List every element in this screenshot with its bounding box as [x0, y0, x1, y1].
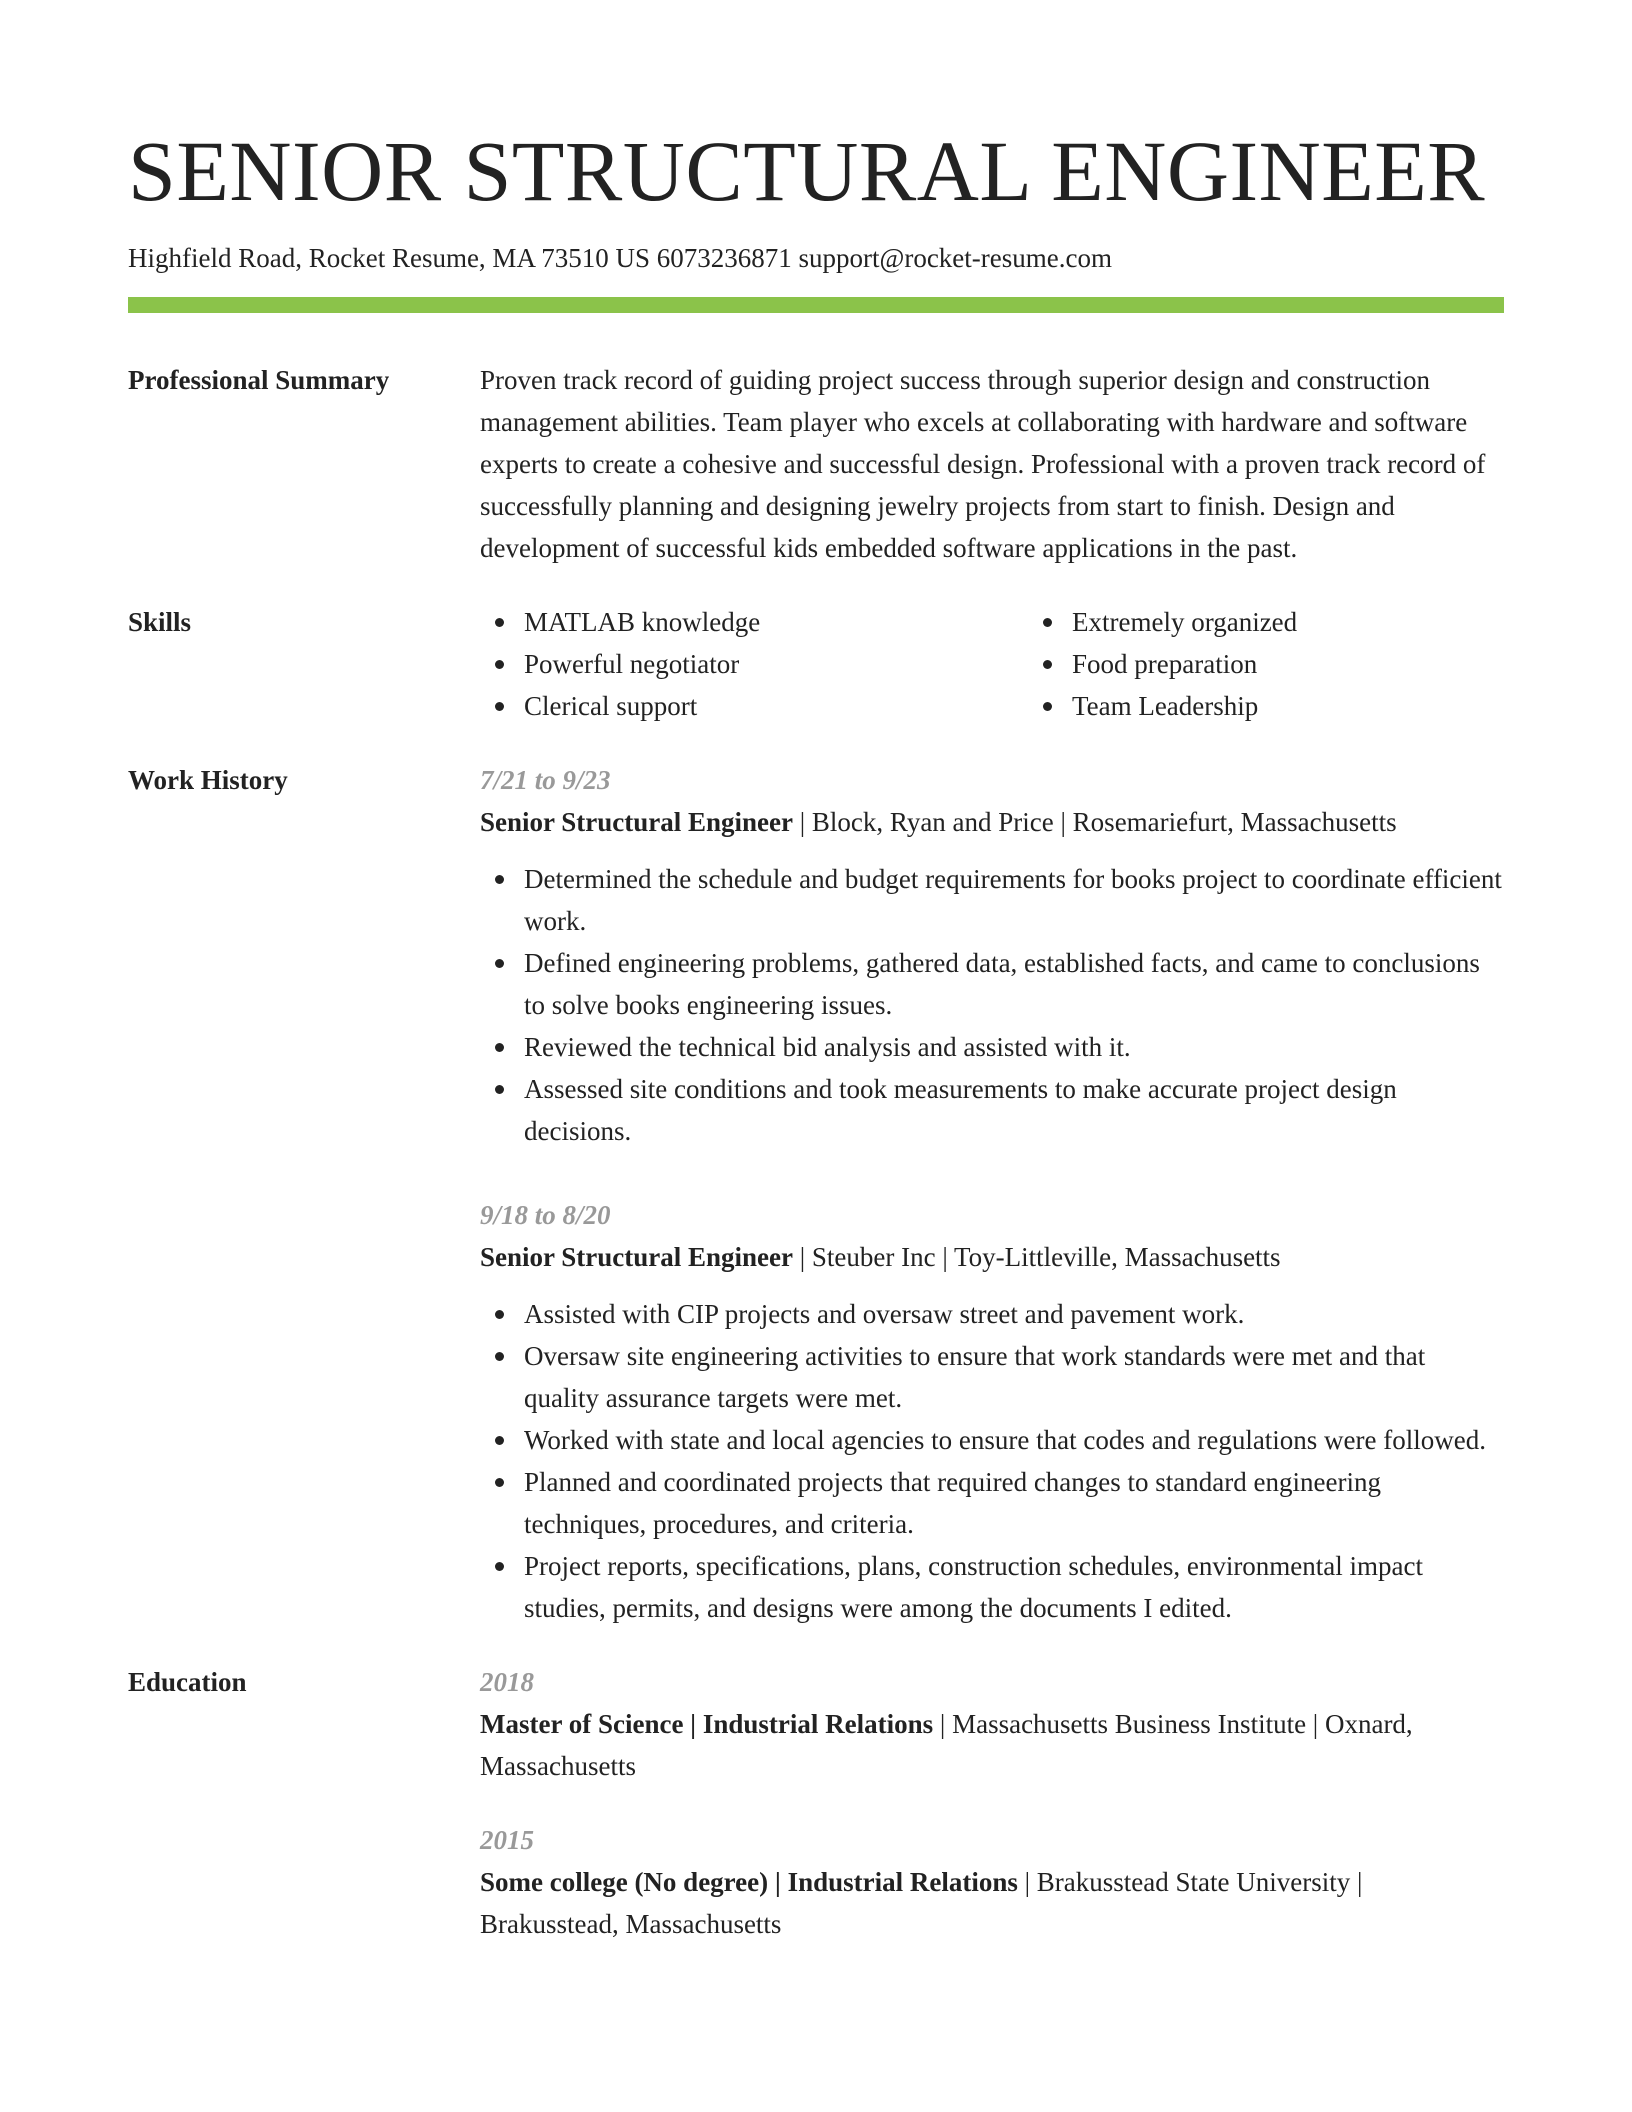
section-heading-summary: Professional Summary — [128, 365, 390, 396]
education-entry — [480, 1819, 1504, 1945]
summary-text: Proven track record of guiding project success through superior design and construction management abilities. Team player who excels at collaborating with hardware and software experts to create a cohesive and successful design. Professional with a proven track record of successfully planning and designing jewelry projects from start to finish. Design and development of successful kids embedded software applications in the past. — [480, 365, 1486, 564]
job-entry — [480, 1194, 1504, 1629]
education-year: 2018 — [480, 1667, 534, 1698]
job-dates: 9/18 to 8/20 — [480, 1200, 611, 1231]
job-bullet: Determined the schedule and budget requirements for books project to coordinate efficient work. — [524, 858, 1504, 942]
job-company-location: | Steuber Inc | Toy-Littleville, Massachusetts — [793, 1242, 1281, 1273]
skill-item: Powerful negotiator — [524, 643, 1028, 685]
section-heading-education: Education — [128, 1667, 247, 1698]
job-bullets — [480, 1293, 1504, 1629]
job-bullet: Assisted with CIP projects and oversaw street and pavement work. — [524, 1293, 1504, 1335]
work-history-section — [128, 759, 1504, 1629]
education-section — [128, 1661, 1504, 1945]
job-bullet: Assessed site conditions and took measurements to make accurate project design decisions. — [524, 1068, 1504, 1152]
job-bullet: Defined engineering problems, gathered data, established facts, and came to conclusions to solve books engineering issues. — [524, 942, 1504, 1026]
skill-item: Clerical support — [524, 685, 1028, 727]
job-title: Senior Structural Engineer — [480, 807, 793, 838]
section-heading-work-history: Work History — [128, 765, 288, 796]
summary-section — [128, 359, 1504, 569]
education-school-location: | Brakusstead State University | Brakusstead, Massachusetts — [480, 1867, 1363, 1940]
skills-list — [480, 601, 1576, 727]
section-heading-skills: Skills — [128, 607, 192, 638]
education-degree: Master of Science | Industrial Relations — [480, 1709, 934, 1740]
education-list — [480, 1661, 1504, 1945]
job-dates: 7/21 to 9/23 — [480, 765, 611, 796]
skill-item: Extremely organized — [1072, 601, 1576, 643]
job-bullet: Oversaw site engineering activities to ensure that work standards were met and that quality assurance targets were met. — [524, 1335, 1504, 1419]
skill-item: Team Leadership — [1072, 685, 1576, 727]
education-heading — [480, 1861, 1504, 1945]
education-year: 2015 — [480, 1825, 534, 1856]
education-heading — [480, 1703, 1504, 1787]
work-history-list — [480, 759, 1504, 1629]
resume-title: SENIOR STRUCTURAL ENGINEER — [128, 123, 1486, 219]
education-school-location: | Massachusetts Business Institute | Oxnard, Massachusetts — [480, 1709, 1413, 1782]
job-bullet: Project reports, specifications, plans, construction schedules, environmental impact studies, permits, and designs were among the documents I edited. — [524, 1545, 1504, 1629]
skill-item: MATLAB knowledge — [524, 601, 1028, 643]
job-company-location: | Block, Ryan and Price | Rosemariefurt, Massachusetts — [793, 807, 1397, 838]
accent-divider — [128, 297, 1504, 313]
job-bullet: Reviewed the technical bid analysis and assisted with it. — [524, 1026, 1504, 1068]
education-entry — [480, 1661, 1504, 1787]
skills-column-right — [1028, 601, 1576, 727]
skills-section — [128, 601, 1504, 727]
contact-info: Highfield Road, Rocket Resume, MA 73510 US 6073236871 support@rocket-resume.com — [128, 243, 1112, 273]
job-bullet: Planned and coordinated projects that required changes to standard engineering techniques, procedures, and criteria. — [524, 1461, 1504, 1545]
job-bullets — [480, 858, 1504, 1152]
skill-item: Food preparation — [1072, 643, 1576, 685]
skills-column-left — [480, 601, 1028, 727]
job-heading — [480, 1236, 1504, 1278]
job-title: Senior Structural Engineer — [480, 1242, 793, 1273]
job-heading — [480, 801, 1504, 843]
job-bullet: Worked with state and local agencies to ensure that codes and regulations were followed. — [524, 1419, 1504, 1461]
education-degree: Some college (No degree) | Industrial Relations — [480, 1867, 1018, 1898]
job-entry — [480, 759, 1504, 1152]
